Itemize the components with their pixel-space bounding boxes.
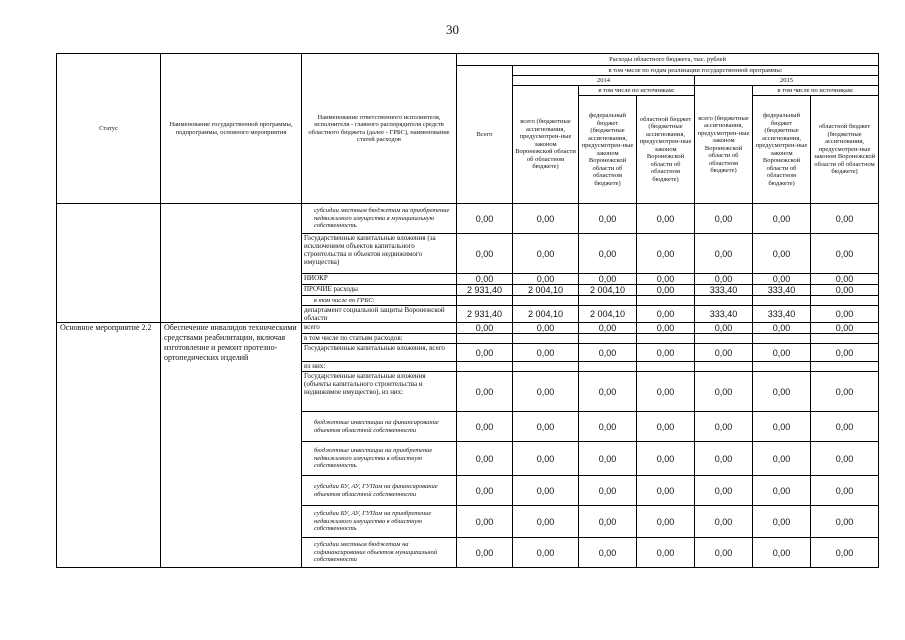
row-label: субсидии БУ, АУ, ГУПам на приобретение недвижимого имущества в областную собственность <box>302 506 457 538</box>
page-number: 30 <box>446 22 459 37</box>
value-cell: 0,00 <box>457 323 513 334</box>
value-cell <box>457 296 513 306</box>
value-cell <box>637 296 695 306</box>
header-total: Всего <box>457 66 513 204</box>
value-cell <box>579 362 637 372</box>
value-cell: 2 004,10 <box>579 306 637 323</box>
value-cell: 0,00 <box>457 372 513 412</box>
value-cell: 0,00 <box>579 476 637 506</box>
value-cell: 0,00 <box>637 285 695 296</box>
value-cell: 0,00 <box>513 412 579 442</box>
value-cell: 0,00 <box>695 204 753 234</box>
header-federal-2014: федеральный бюджет (бюджетные ассигнования, предусмотрен-ные законом Воронежской области об областном бюджете) <box>579 96 637 204</box>
value-cell: 0,00 <box>579 323 637 334</box>
value-cell <box>457 334 513 344</box>
program-cell-empty <box>161 204 302 323</box>
value-cell: 0,00 <box>695 506 753 538</box>
value-cell: 0,00 <box>457 476 513 506</box>
value-cell: 2 004,10 <box>513 285 579 296</box>
value-cell <box>695 362 753 372</box>
value-cell: 0,00 <box>513 476 579 506</box>
value-cell: 0,00 <box>457 234 513 274</box>
value-cell: 0,00 <box>695 372 753 412</box>
row-label: НИОКР <box>302 274 457 285</box>
value-cell: 0,00 <box>753 442 811 476</box>
value-cell: 0,00 <box>753 506 811 538</box>
value-cell: 0,00 <box>579 344 637 362</box>
value-cell: 0,00 <box>457 442 513 476</box>
row-label: субсидии местным бюджетам на приобретение недвижимого имущества в муниципальную собственность <box>302 204 457 234</box>
value-cell: 0,00 <box>811 538 879 568</box>
status-cell-empty <box>57 204 161 323</box>
value-cell: 0,00 <box>695 323 753 334</box>
value-cell: 0,00 <box>753 323 811 334</box>
value-cell <box>811 334 879 344</box>
status-cell: Основное мероприятие 2.2 <box>57 323 161 568</box>
value-cell: 0,00 <box>753 234 811 274</box>
value-cell: 0,00 <box>695 476 753 506</box>
value-cell: 0,00 <box>637 306 695 323</box>
value-cell: 0,00 <box>637 323 695 334</box>
value-cell <box>753 334 811 344</box>
header-total-2014: всего (бюджетные ассигнования, предусмотрен-ные законом Воронежской области об областном бюджете) <box>513 86 579 204</box>
value-cell: 333,40 <box>695 306 753 323</box>
header-status: Статус <box>57 54 161 204</box>
value-cell <box>579 296 637 306</box>
value-cell: 0,00 <box>753 204 811 234</box>
value-cell: 0,00 <box>811 274 879 285</box>
table-row <box>57 204 879 234</box>
value-cell: 0,00 <box>579 442 637 476</box>
value-cell <box>513 296 579 306</box>
value-cell: 0,00 <box>579 204 637 234</box>
row-label: Государственные капитальные вложения (объекты капитального строительства и недвижимое имущество), из них: <box>302 372 457 412</box>
row-label: Государственные капитальные вложения (за исключением объектов капитального строительства и объектов недвижимого имущества) <box>302 234 457 274</box>
value-cell: 0,00 <box>811 442 879 476</box>
value-cell: 0,00 <box>753 344 811 362</box>
value-cell: 0,00 <box>811 476 879 506</box>
row-label: всего <box>302 323 457 334</box>
header-total-2015: всего (бюджетные ассигнования, предусмотрен-ные законом Воронежской области об областном бюджете) <box>695 86 753 204</box>
value-cell: 0,00 <box>513 442 579 476</box>
value-cell: 0,00 <box>513 274 579 285</box>
value-cell: 0,00 <box>513 538 579 568</box>
row-label: в том числе по ГРБС: <box>302 296 457 306</box>
value-cell: 0,00 <box>753 274 811 285</box>
value-cell: 0,00 <box>811 323 879 334</box>
value-cell: 0,00 <box>811 372 879 412</box>
value-cell: 0,00 <box>811 506 879 538</box>
budget-table <box>56 53 879 568</box>
value-cell: 0,00 <box>695 538 753 568</box>
value-cell: 0,00 <box>811 204 879 234</box>
program-name-cell: Обеспечение инвалидов техническими средствами реабилитации, включая изготовление и ремонт протезно-ортопедических изделий <box>161 323 302 568</box>
value-cell: 0,00 <box>637 204 695 234</box>
value-cell: 2 931,40 <box>457 285 513 296</box>
value-cell: 0,00 <box>457 506 513 538</box>
value-cell: 0,00 <box>513 506 579 538</box>
header-year-2015: 2015 <box>695 76 879 86</box>
value-cell <box>753 362 811 372</box>
value-cell: 0,00 <box>513 323 579 334</box>
value-cell: 0,00 <box>513 344 579 362</box>
value-cell: 0,00 <box>637 372 695 412</box>
value-cell: 333,40 <box>753 285 811 296</box>
row-label: в том числе по статьям расходов: <box>302 334 457 344</box>
value-cell: 0,00 <box>753 372 811 412</box>
value-cell <box>753 296 811 306</box>
value-cell: 333,40 <box>753 306 811 323</box>
header-program: Наименование государственной программы, подпрограммы, основного мероприятия <box>161 54 302 204</box>
value-cell <box>513 334 579 344</box>
value-cell: 0,00 <box>695 234 753 274</box>
value-cell <box>457 362 513 372</box>
row-label: ПРОЧИЕ расходы <box>302 285 457 296</box>
value-cell: 0,00 <box>579 274 637 285</box>
value-cell <box>695 296 753 306</box>
value-cell <box>513 362 579 372</box>
row-label: бюджетные инвестиции на финансирование объектов областной собственности <box>302 412 457 442</box>
value-cell: 0,00 <box>637 476 695 506</box>
value-cell: 333,40 <box>695 285 753 296</box>
header-budget: Расходы областного бюджета, тыс. рублей <box>457 54 879 66</box>
header-sources-2015: в том числе по источникам: <box>753 86 879 96</box>
value-cell: 2 931,40 <box>457 306 513 323</box>
value-cell: 0,00 <box>457 412 513 442</box>
value-cell: 0,00 <box>513 204 579 234</box>
value-cell: 0,00 <box>513 372 579 412</box>
value-cell: 2 004,10 <box>579 285 637 296</box>
value-cell: 0,00 <box>811 412 879 442</box>
value-cell <box>637 334 695 344</box>
row-label: департамент социальной защиты Воронежской области <box>302 306 457 323</box>
header-executor: Наименование ответственного исполнителя, исполнителя - главного распорядителя средств областного бюджета (далее - ГРБС), наименование статей расходов <box>302 54 457 204</box>
value-cell: 0,00 <box>637 506 695 538</box>
value-cell: 0,00 <box>637 412 695 442</box>
value-cell: 0,00 <box>457 344 513 362</box>
value-cell: 0,00 <box>579 538 637 568</box>
value-cell: 0,00 <box>811 344 879 362</box>
value-cell: 0,00 <box>811 306 879 323</box>
header-regional-2014: областной бюджет (бюджетные ассигнования, предусмотрен-ные законом Воронежской области об областном бюджете) <box>637 96 695 204</box>
value-cell: 0,00 <box>637 274 695 285</box>
value-cell: 2 004,10 <box>513 306 579 323</box>
header-sources-2014: в том числе по источникам: <box>579 86 695 96</box>
header-federal-2015: федеральный бюджет (бюджетные ассигнования, предусмотрен-ные законом Воронежской области об областном бюджете) <box>753 96 811 204</box>
value-cell: 0,00 <box>457 274 513 285</box>
value-cell <box>579 334 637 344</box>
value-cell: 0,00 <box>753 476 811 506</box>
value-cell: 0,00 <box>753 538 811 568</box>
value-cell: 0,00 <box>457 538 513 568</box>
header-year-2014: 2014 <box>513 76 695 86</box>
value-cell: 0,00 <box>637 234 695 274</box>
header-regional-2015: областной бюджет (бюджетные ассигнования, предусмотрен-ные законом Воронежской области об областном бюджете) <box>811 96 879 204</box>
row-label: субсидии БУ, АУ, ГУПам на финансирование объектов областной собственности <box>302 476 457 506</box>
table-row <box>57 323 879 334</box>
value-cell: 0,00 <box>513 234 579 274</box>
row-label: субсидии местным бюджетам на софинансирование объектов муниципальной собственности <box>302 538 457 568</box>
row-label: Государственные капитальные вложения, всего <box>302 344 457 362</box>
value-cell: 0,00 <box>695 274 753 285</box>
value-cell: 0,00 <box>579 372 637 412</box>
value-cell: 0,00 <box>579 234 637 274</box>
value-cell: 0,00 <box>811 285 879 296</box>
row-label: из них: <box>302 362 457 372</box>
value-cell <box>811 296 879 306</box>
header-by-years: в том числе по годам реализации государственной программы: <box>513 66 879 76</box>
value-cell: 0,00 <box>753 412 811 442</box>
value-cell: 0,00 <box>695 412 753 442</box>
value-cell: 0,00 <box>457 204 513 234</box>
value-cell: 0,00 <box>579 412 637 442</box>
value-cell <box>695 334 753 344</box>
value-cell: 0,00 <box>579 506 637 538</box>
value-cell <box>811 362 879 372</box>
row-label: бюджетные инвестиции на приобретение недвижимого имущества в областную собственность <box>302 442 457 476</box>
value-cell: 0,00 <box>695 442 753 476</box>
value-cell: 0,00 <box>695 344 753 362</box>
value-cell: 0,00 <box>637 344 695 362</box>
value-cell: 0,00 <box>811 234 879 274</box>
value-cell <box>637 362 695 372</box>
value-cell: 0,00 <box>637 538 695 568</box>
value-cell: 0,00 <box>637 442 695 476</box>
